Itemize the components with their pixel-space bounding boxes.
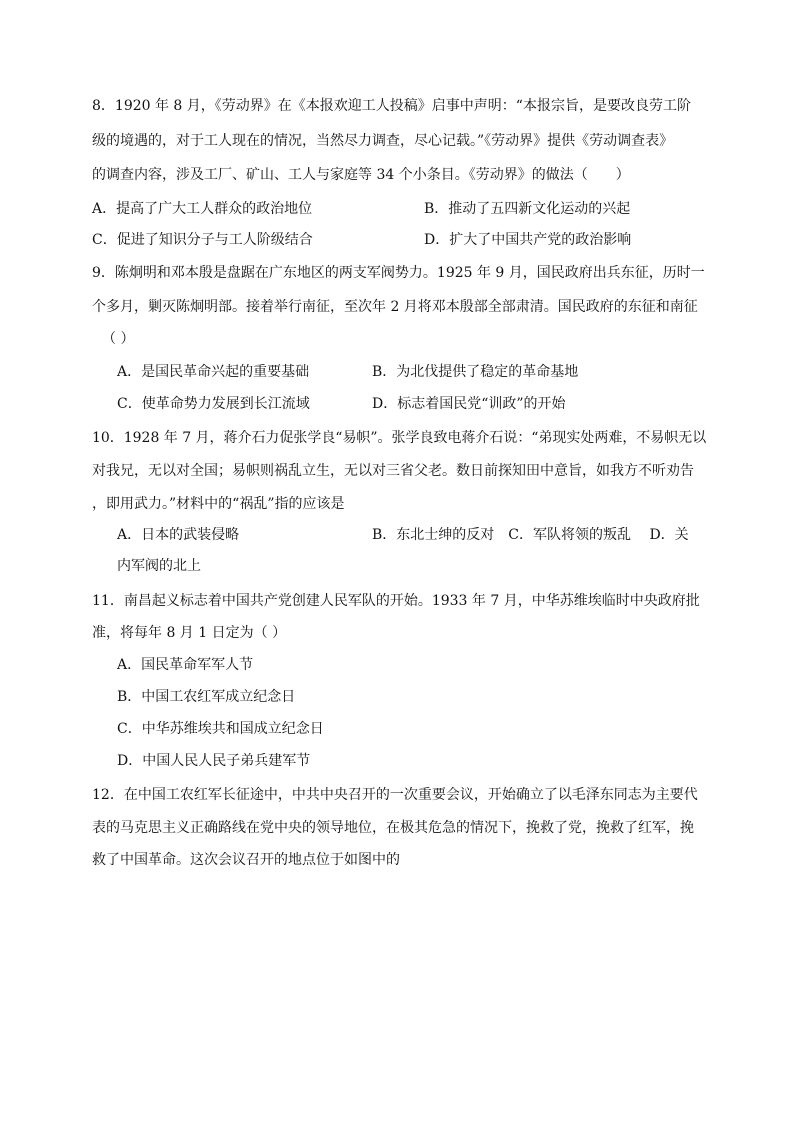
question-9-line-3: （ ） xyxy=(102,331,135,347)
question-9-option-c: C．使革命势力发展到长江流域 xyxy=(117,396,310,412)
question-11-option-a: A．国民革命军军人节 xyxy=(117,657,254,673)
question-10-option-a: A．日本的武装侵略 xyxy=(117,527,240,543)
question-10-option-d-continued: 内军阀的北上 xyxy=(117,558,201,574)
question-8-option-c: C．促进了知识分子与工人阶级结合 xyxy=(92,232,313,248)
question-11-line-2: 准，将每年 8 月 1 日定为（ ） xyxy=(92,625,287,641)
question-12-line-2: 表的马克思主义正确路线在党中央的领导地位，在极其危急的情况下，挽救了党，挽救了红军，挽 xyxy=(92,820,694,836)
question-8-option-a: A．提高了广大工人群众的政治地位 xyxy=(92,201,313,217)
question-9-option-b: B．为北伐提供了稳定的革命基地 xyxy=(372,364,579,380)
question-8-line-2: 级的境遇的，对于工人现在的情况，当然尽力调查，尽心记载。”《劳动界》提供《劳动调查表》 xyxy=(92,133,674,149)
question-11-option-b: B．中国工农红军成立纪念日 xyxy=(117,689,296,705)
question-12-line-3: 救了中国革命。这次会议召开的地点位于如图中的 xyxy=(92,852,400,868)
question-9-option-d: D．标志着国民党“训政”的开始 xyxy=(372,396,566,412)
question-10-line-2: 对我兄，无以对全国；易帜则祸乱立生，无以对三省父老。数日前探知田中意旨，如我方不听劝告 xyxy=(92,463,694,479)
question-8-line-1: 8．1920 年 8 月，《劳动界》在《本报欢迎工人投稿》启事中声明：“本报宗旨，是要改良劳工阶 xyxy=(92,98,691,114)
question-9-line-2: 个多月，剿灭陈炯明部。接着举行南征，至次年 2 月将邓本殷部全部肃清。国民政府的东征和南征 xyxy=(92,299,698,315)
question-8-line-3: 的调查内容，涉及工厂、矿山、工人与家庭等 34 个小条目。《劳动界》的做法（ ） xyxy=(92,167,630,183)
question-8-option-d: D．扩大了中国共产党的政治影响 xyxy=(424,232,632,248)
question-9-line-1: 9．陈炯明和邓本殷是盘踞在广东地区的两支军阀势力。1925 年 9 月，国民政府出兵东征，历时一 xyxy=(92,265,705,281)
question-9-option-a: A．是国民革命兴起的重要基础 xyxy=(117,364,310,380)
question-10-line-1: 10．1928 年 7 月，蒋介石力促张学良“易帜”。张学良致电蒋介石说：“弟现实处两难，不易帜无以 xyxy=(92,430,707,446)
question-11-option-c: C．中华苏维埃共和国成立纪念日 xyxy=(117,721,324,737)
question-11-line-1: 11．南昌起义标志着中国共产党创建人民军队的开始。1933 年 7 月，中华苏维埃临时中央政府批 xyxy=(92,593,700,609)
question-10-options-b-c-d: B．东北士绅的反对 C．军队将领的叛乱 D．关 xyxy=(372,527,689,543)
question-12-line-1: 12．在中国工农红军长征途中，中共中央召开的一次重要会议，开始确立了以毛泽东同志为主要代 xyxy=(92,787,698,803)
question-11-option-d: D．中国人民人民子弟兵建军节 xyxy=(117,753,311,769)
question-10-line-3: ，即用武力。”材料中的“祸乱”指的应该是 xyxy=(92,496,345,512)
question-8-option-b: B．推动了五四新文化运动的兴起 xyxy=(424,201,631,217)
